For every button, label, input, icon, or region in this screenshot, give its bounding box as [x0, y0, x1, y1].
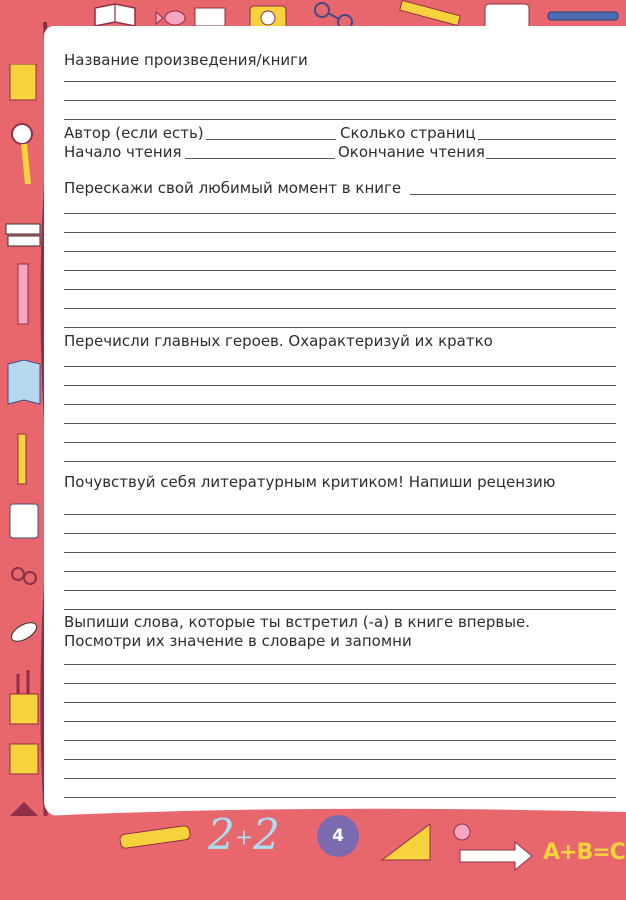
- writing-line[interactable]: [410, 194, 616, 195]
- writing-line[interactable]: [64, 571, 616, 572]
- writing-line[interactable]: [64, 797, 616, 798]
- pages-label: Сколько страниц: [340, 124, 476, 142]
- left-decoration-strip: [4, 64, 44, 824]
- page-number-badge: 4: [317, 815, 359, 857]
- math-decoration: [208, 810, 280, 859]
- writing-line[interactable]: [64, 308, 616, 309]
- writing-line[interactable]: [64, 251, 616, 252]
- writing-line[interactable]: [64, 461, 616, 462]
- writing-line[interactable]: [64, 423, 616, 424]
- end-date-field-line[interactable]: [486, 158, 616, 159]
- writing-line[interactable]: [64, 721, 616, 722]
- pen-icon: [548, 12, 618, 20]
- writing-line[interactable]: [64, 740, 616, 741]
- stack-of-books-icon: [6, 224, 40, 246]
- scissors-icon: [12, 568, 36, 584]
- heroes-label: Перечисли главных героев. Охарактеризуй их кратко: [64, 332, 493, 350]
- writing-line[interactable]: [64, 683, 616, 684]
- author-label: Автор (если есть): [64, 124, 204, 142]
- end-date-label: Окончание чтения: [338, 143, 485, 161]
- critic-label: Почувствуй себя литературным критиком! Напиши рецензию: [64, 473, 556, 491]
- writing-line[interactable]: [64, 289, 616, 290]
- writing-line[interactable]: [64, 552, 616, 553]
- notebook-icon: [10, 64, 36, 100]
- pencil-icon: [18, 264, 28, 324]
- magnifier-icon: [12, 124, 32, 184]
- open-book-icon: [8, 360, 40, 404]
- start-date-label: Начало чтения: [64, 143, 182, 161]
- math-digit: 2: [253, 810, 280, 859]
- leaf-icon: [8, 619, 39, 645]
- writing-line[interactable]: [64, 778, 616, 779]
- writing-line[interactable]: [64, 232, 616, 233]
- abc-decoration: A+B=C: [543, 840, 625, 865]
- writing-line[interactable]: [64, 81, 616, 82]
- author-field-line[interactable]: [206, 139, 336, 140]
- writing-line[interactable]: [64, 664, 616, 665]
- writing-line[interactable]: [64, 385, 616, 386]
- book-icon: [95, 4, 135, 26]
- writing-line[interactable]: [64, 327, 616, 328]
- new-words-label-line1: Выпиши слова, которые ты встретил (-а) в книге впервые.: [64, 613, 531, 631]
- writing-line[interactable]: [64, 759, 616, 760]
- writing-line[interactable]: [64, 533, 616, 534]
- writing-line[interactable]: [64, 270, 616, 271]
- writing-line[interactable]: [64, 100, 616, 101]
- writing-line[interactable]: [64, 366, 616, 367]
- book-title-label: Название произведения/книги: [64, 51, 308, 69]
- writing-line[interactable]: [64, 609, 616, 610]
- writing-line[interactable]: [64, 514, 616, 515]
- start-date-field-line[interactable]: [185, 158, 335, 159]
- writing-line[interactable]: [64, 442, 616, 443]
- brush-icon: [18, 434, 26, 484]
- pages-field-line[interactable]: [478, 139, 616, 140]
- note-icon: [10, 744, 38, 774]
- writing-line[interactable]: [64, 119, 616, 120]
- writing-line[interactable]: [64, 404, 616, 405]
- notepad-icon: [10, 504, 38, 538]
- math-digit: 2: [208, 810, 235, 859]
- flower-icon: [454, 824, 470, 840]
- math-plus: +: [234, 825, 254, 851]
- new-words-label-line2: Посмотри их значение в словаре и запомни: [64, 632, 412, 650]
- writing-line[interactable]: [64, 590, 616, 591]
- favorite-moment-label: Перескажи свой любимый момент в книге: [64, 179, 402, 197]
- writing-line[interactable]: [64, 702, 616, 703]
- ticket-icon: [195, 8, 225, 26]
- writing-line[interactable]: [64, 213, 616, 214]
- pencil-cup-icon: [10, 670, 38, 724]
- bottom-decoration-strip: [0, 800, 626, 900]
